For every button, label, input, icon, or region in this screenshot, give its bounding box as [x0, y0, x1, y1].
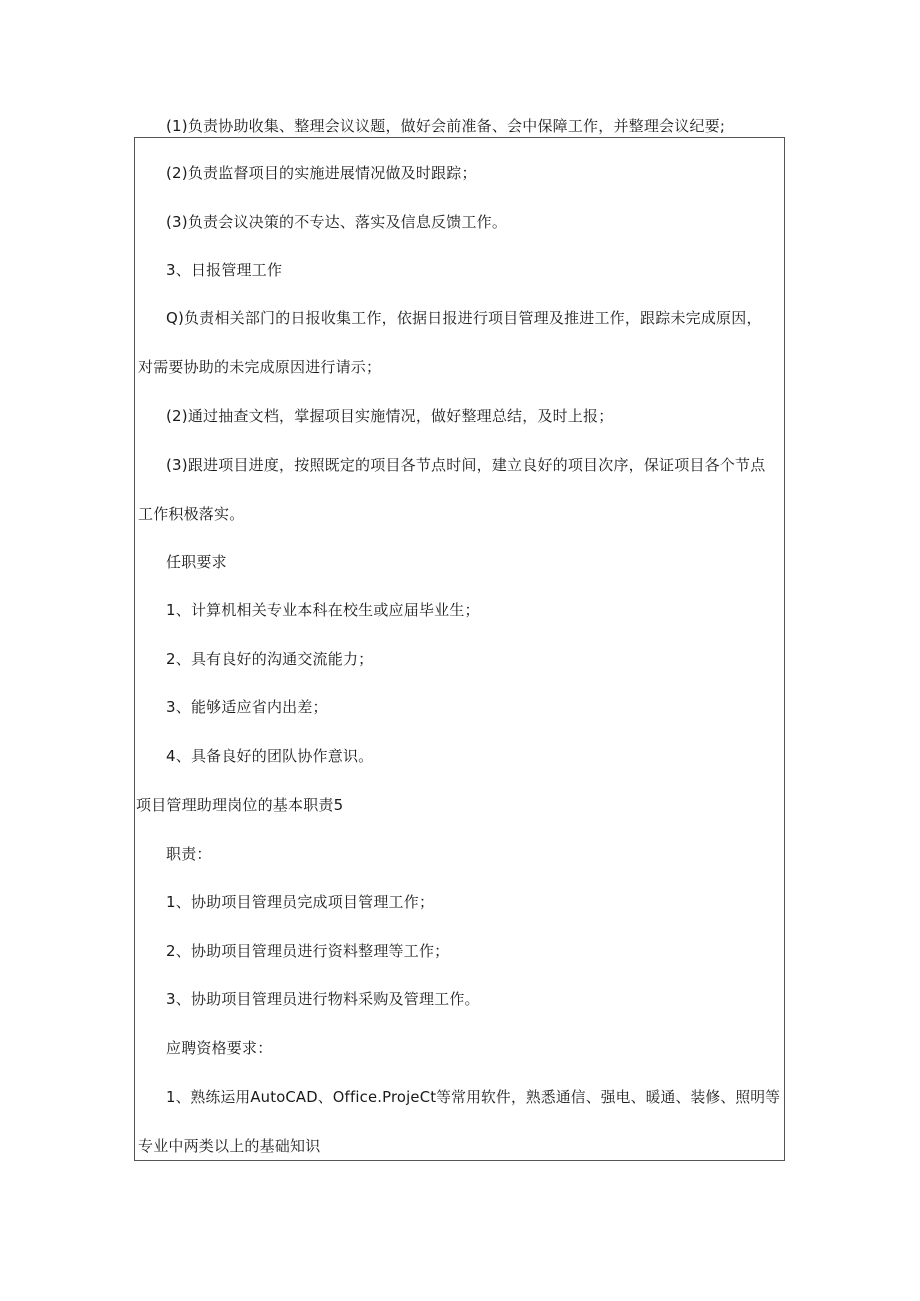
qualification-item-1: 1、熟练运用AutoCAD、Office.ProjeCt等常用软件，熟悉通信、强电、暖通、装修、照明等	[166, 1088, 781, 1106]
section-heading-duties: 职责：	[166, 845, 212, 863]
paragraph-line-8: (3)跟进项目进度，按照既定的项目各节点时间，建立良好的项目次序，保证项目各个节点	[166, 456, 766, 474]
section-heading-qualifications: 应聘资格要求：	[166, 1039, 273, 1057]
paragraph-line-2: (2)负责监督项目的实施进展情况做及时跟踪；	[166, 164, 477, 182]
requirement-item-1: 1、计算机相关专业本科在校生或应届毕业生；	[166, 601, 480, 619]
section-heading-requirements: 任职要求	[166, 553, 227, 571]
requirement-item-4: 4、具备良好的团队协作意识。	[166, 747, 374, 765]
qualification-item-1-continued: 专业中两类以上的基础知识	[138, 1137, 321, 1155]
requirement-item-3: 3、能够适应省内出差；	[166, 698, 328, 716]
paragraph-line-9: 工作积极落实。	[138, 505, 245, 523]
duty-item-1: 1、协助项目管理员完成项目管理工作；	[166, 893, 435, 911]
paragraph-line-5: Q)负责相关部门的日报收集工作，依据日报进行项目管理及推进工作，跟踪未完成原因，	[166, 309, 762, 327]
section-title-5: 项目管理助理岗位的基本职责5	[136, 796, 344, 814]
duty-item-3: 3、协助项目管理员进行物料采购及管理工作。	[166, 990, 480, 1008]
paragraph-line-3: (3)负责会议决策的不专达、落实及信息反馈工作。	[166, 213, 508, 231]
section-heading-daily-report: 3、日报管理工作	[166, 261, 283, 279]
duty-item-2: 2、协助项目管理员进行资料整理等工作；	[166, 942, 450, 960]
paragraph-line-1: (1)负责协助收集、整理会议议题，做好会前准备、会中保障工作，并整理会议纪要;	[166, 117, 726, 135]
requirement-item-2: 2、具有良好的沟通交流能力；	[166, 650, 374, 668]
paragraph-line-7: (2)通过抽查文档，掌握项目实施情况，做好整理总结，及时上报；	[166, 407, 614, 425]
paragraph-line-6: 对需要协助的未完成原因进行请示；	[138, 358, 382, 376]
